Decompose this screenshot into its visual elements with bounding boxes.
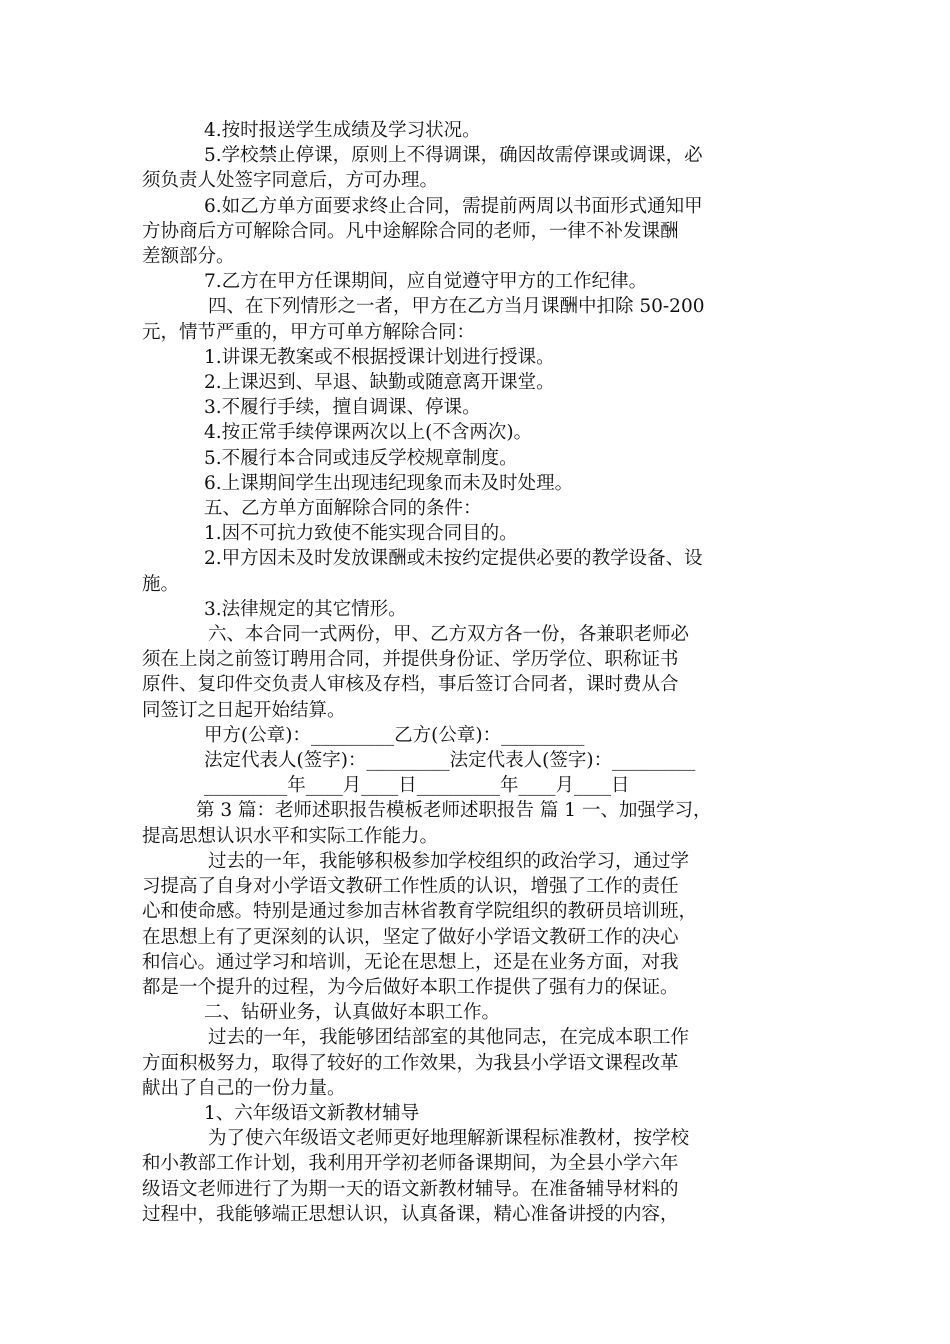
text-line: 5.不履行本合同或违反学校规章制度。 — [204, 447, 518, 469]
text-line: 五、乙方单方面解除合同的条件： — [204, 498, 482, 520]
text-line: 4.按正常手续停课两次以上(不含两次)。 — [204, 422, 533, 444]
text-line: 2.甲方因未及时发放课酬或未按约定提供必要的教学设备、设 — [204, 548, 703, 570]
text-line: 级语文老师进行了为期一天的语文新教材辅导。在准备辅导材料的 — [142, 1178, 679, 1200]
text-line: 过去的一年，我能够团结部室的其他同志，在完成本职工作 — [208, 1027, 690, 1049]
text-line: 须负责人处签字同意后，方可办理。 — [142, 170, 439, 192]
text-line: 方面积极努力，取得了较好的工作效果，为我县小学语文课程改革 — [142, 1052, 679, 1074]
text-line: 施。 — [142, 573, 180, 595]
text-line: 须在上岗之前签订聘用合同，并提供身份证、学历学位、职称证书 — [142, 649, 679, 671]
text-line: 六、本合同一式两份，甲、乙方双方各一份，各兼职老师必 — [208, 624, 690, 646]
text-line: 方协商后方可解除合同。凡中途解除合同的老师，一律不补发课酬 — [142, 220, 679, 242]
text-line: 元，情节严重的，甲方可单方解除合同： — [142, 321, 476, 343]
text-line: 献出了自己的一份力量。 — [142, 1077, 346, 1099]
text-line: 过程中，我能够端正思想认识，认真备课，精心准备讲授的内容， — [142, 1203, 679, 1225]
text-line: 7.乙方在甲方任课期间，应自觉遵守甲方的工作纪律。 — [204, 271, 648, 293]
text-line: 2.上课迟到、早退、缺勤或随意离开课堂。 — [204, 372, 555, 394]
text-line: _________年____月____日_________年____月____日 — [204, 775, 630, 797]
text-line: 过去的一年，我能够积极参加学校组织的政治学习，通过学 — [208, 850, 690, 872]
text-line: 1.因不可抗力致使不能实现合同目的。 — [204, 523, 518, 545]
text-line: 为了使六年级语文老师更好地理解新课程标准教材，按学校 — [208, 1128, 690, 1150]
text-line: 6.上课期间学生出现违纪现象而未及时处理。 — [204, 472, 574, 494]
text-line: 第 3 篇：老师述职报告模板老师述职报告 篇 1 一、加强学习， — [196, 800, 712, 822]
document-body — [142, 118, 814, 1227]
text-line: 和小教部工作计划，我利用开学初老师备课期间，为全县小学六年 — [142, 1153, 679, 1175]
text-line: 二、钻研业务，认真做好本职工作。 — [204, 1002, 501, 1024]
text-line: 在思想上有了更深刻的认识，坚定了做好小学语文教研工作的决心 — [142, 926, 679, 948]
text-line: 提高思想认识水平和实际工作能力。 — [142, 825, 439, 847]
text-line: 同签订之日起开始结算。 — [142, 699, 346, 721]
text-line: 3.法律规定的其它情形。 — [204, 598, 407, 620]
text-line: 甲方(公章)：_________乙方(公章)：_________ — [204, 724, 585, 746]
text-line: 3.不履行手续，擅自调课、停课。 — [204, 397, 481, 419]
text-line: 5.学校禁止停课，原则上不得调课，确因故需停课或调课，必 — [204, 145, 703, 167]
text-line: 四、在下列情形之一者，甲方在乙方当月课酬中扣除 50-200 — [208, 296, 705, 318]
text-line: 法定代表人(签字)：_________法定代表人(签字)：_________ — [204, 750, 696, 772]
text-line: 都是一个提升的过程，为今后做好本职工作提供了强有力的保证。 — [142, 976, 679, 998]
text-line: 和信心。通过学习和培训，无论在思想上，还是在业务方面，对我 — [142, 951, 679, 973]
text-line: 4.按时报送学生成绩及学习状况。 — [204, 120, 481, 141]
text-line: 心和使命感。特别是通过参加吉林省教育学院组织的教研员培训班， — [142, 901, 698, 923]
text-line: 习提高了自身对小学语文教研工作性质的认识，增强了工作的责任 — [142, 876, 679, 898]
text-line: 原件、复印件交负责人审核及存档，事后签订合同者，课时费从合 — [142, 674, 679, 696]
text-line: 1、六年级语文新教材辅导 — [204, 1102, 420, 1124]
text-line: 差额部分。 — [142, 246, 235, 268]
text-line: 1.讲课无教案或不根据授课计划进行授课。 — [204, 346, 555, 368]
text-line: 6.如乙方单方面要求终止合同，需提前两周以书面形式通知甲 — [204, 195, 703, 217]
